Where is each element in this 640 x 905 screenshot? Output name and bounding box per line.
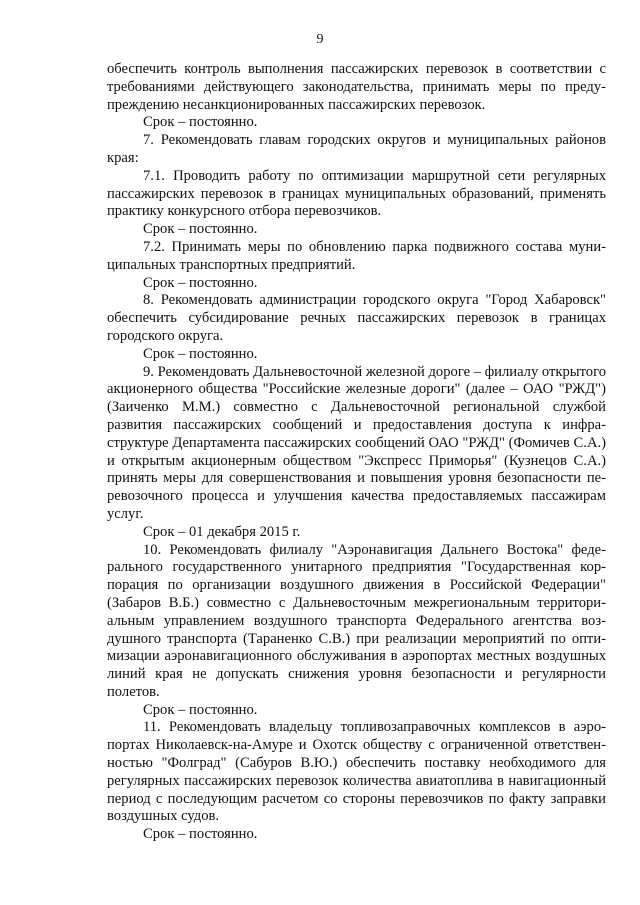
clause-9: 9. Рекомендовать Дальневосточной железной дороге – филиалу открытого акционерного общества "Российские железные дороги" (далее – ОАО "РЖД") (Заиченко М.М.) совместно с Дальневосточной региональной службой развития пассажирских сообщений и предоставления доступа к инфраструктуре Департамента пассажирских сообщений ОАО "РЖД" (Фомичев С.А.) и открытым акционерным обществом "Экспресс Приморья" (Кузнецов С.А.) принять меры для совершенствования и повышения уровня безопасности перевозочного процесса и улучшения качества предоставляемых пассажирам услуг. <box>107 363 606 522</box>
clause-10: 10. Рекомендовать филиалу "Аэронавигация Дальнего Востока" федерального государственного унитарного предприятия "Государственная корпорация по организации воздушного движения в Российской Федерации" (Забаров В.Б.) совместно с Дальневосточным межрегиональным территориальным управлением воздушного транспорта Федерального агентства воздушного транспорта (Тараненко С.В.) при реализации мероприятий по оптимизации аэронавигационного обслуживания в аэропортах местных воздушных линий края не допускать снижения уровня безопасности и регулярности полетов. <box>107 541 606 700</box>
page-number: 9 <box>316 32 324 47</box>
deadline-line: Срок – постоянно. <box>143 274 258 291</box>
clause-7: 7. Рекомендовать главам городских округов и муниципальных районов края: <box>107 132 606 166</box>
paragraph-continuation: обеспечить контроль выполнения пассажирских перевозок в соответствии с требованиями действующего законодательства, принимать меры по предупреждению несанкционированных пассажирских перевозок. <box>107 61 606 113</box>
deadline-line: Срок – постоянно. <box>143 345 258 362</box>
clause-11: 11. Рекомендовать владельцу топливозаправочных комплексов в аэропортах Николаевск-на-Амуре и Охотск обществу с ограниченной ответственностью "Фолград" (Сабуров В.Ю.) обеспечить поставку необходимого для регулярных пассажирских перевозок количества авиатоплива в навигационный период с последующим расчетом со стороны перевозчиков по факту заправки воздушных судов. <box>107 719 606 825</box>
deadline-line: Срок – 01 декабря 2015 г. <box>143 523 301 540</box>
deadline-line: Срок – постоянно. <box>143 826 258 843</box>
deadline-line: Срок – постоянно. <box>143 701 258 718</box>
clause-7-2: 7.2. Принимать меры по обновлению парка подвижного состава муниципальных транспортных предприятий. <box>107 238 606 273</box>
document-body <box>107 61 606 844</box>
clause-7-1: 7.1. Проводить работу по оптимизации маршрутной сети регулярных пассажирских перевозок в границах муниципальных образований, применять практику конкурсного отбора перевозчиков. <box>107 167 606 220</box>
clause-8: 8. Рекомендовать администрации городского округа "Город Хабаровск" обеспечить субсидирование речных пассажирских перевозок в границах городского округа. <box>107 292 606 344</box>
deadline-line: Срок – постоянно. <box>143 221 258 238</box>
deadline-line: Срок – постоянно. <box>143 114 258 131</box>
